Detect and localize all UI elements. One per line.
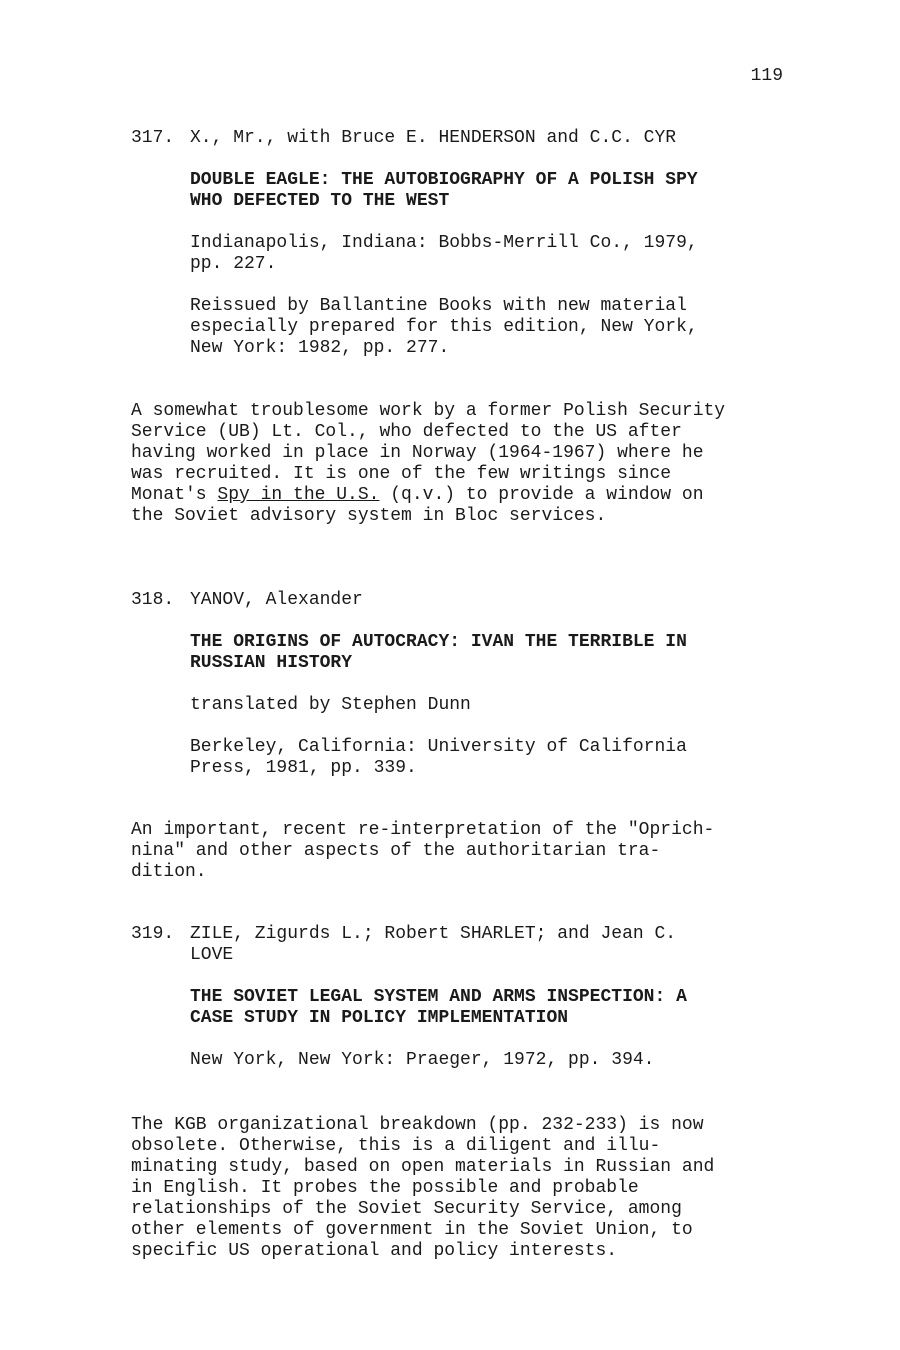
entry-title: DOUBLE EAGLE: THE AUTOBIOGRAPHY OF A POLISH SPY WHO DEFECTED TO THE WEST [190, 170, 698, 211]
entry-title: THE SOVIET LEGAL SYSTEM AND ARMS INSPECTION: A CASE STUDY IN POLICY IMPLEMENTATION [190, 987, 687, 1028]
bibliography-entry-317 [131, 128, 791, 359]
entry-annotation-318: An important, recent re-interpretation of the "Oprich- nina" and other aspects of the authoritarian tra- dition. [131, 820, 715, 882]
entry-title: THE ORIGINS OF AUTOCRACY: IVAN THE TERRIBLE IN RUSSIAN HISTORY [190, 632, 687, 673]
entry-author: ZILE, Zigurds L.; Robert SHARLET; and Jean C. LOVE [190, 924, 677, 965]
entry-publication: Indianapolis, Indiana: Bobbs-Merrill Co., 1979, pp. 227. [190, 233, 698, 274]
entry-number: 319. [131, 924, 175, 944]
entry-annotation-317: A somewhat troublesome work by a former Polish Security Service (UB) Lt. Col., who defected to the US after having worked in place in Norway (1964-1967) where he was recruited. It is one of the few writings since Monat's Spy in the U.S. (q.v.) to provide a window on the Soviet advisory system in Bloc services. [131, 401, 726, 526]
bibliography-entry-318 [131, 590, 791, 779]
underlined-title: Spy in the U.S. [217, 485, 380, 505]
entry-author: X., Mr., with Bruce E. HENDERSON and C.C. CYR [190, 128, 677, 148]
entry-translator: translated by Stephen Dunn [190, 695, 471, 715]
entry-reissue: Reissued by Ballantine Books with new material especially prepared for this edition, New York, New York: 1982, pp. 277. [190, 296, 698, 358]
entry-number: 317. [131, 128, 175, 148]
bibliography-entry-319 [131, 924, 791, 1071]
entry-publication: New York, New York: Praeger, 1972, pp. 394. [190, 1050, 655, 1070]
page-number: 119 [750, 66, 783, 86]
entry-number: 318. [131, 590, 175, 610]
entry-publication: Berkeley, California: University of California Press, 1981, pp. 339. [190, 737, 687, 778]
entry-annotation-319: The KGB organizational breakdown (pp. 232-233) is now obsolete. Otherwise, this is a diligent and illu- minating study, based on open materials in Russian and in English. It probes the possible and probable relationships of the Soviet Security Service, among other elements of government in the Soviet Union, to specific US operational and policy interests. [131, 1115, 715, 1261]
entry-author: YANOV, Alexander [190, 590, 363, 610]
